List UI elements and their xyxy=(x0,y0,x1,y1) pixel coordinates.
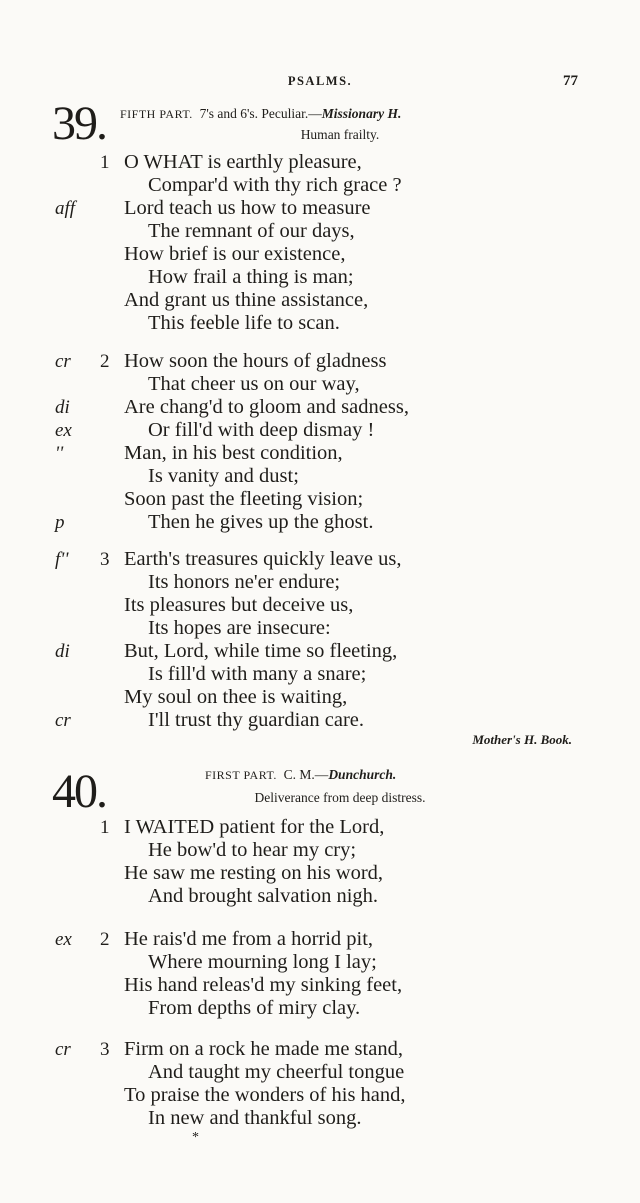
verse-line: Or fill'd with deep dismay ! xyxy=(148,419,375,441)
tune-name: Dunchurch. xyxy=(328,767,397,782)
hymn-meta xyxy=(120,106,401,122)
verse-line: Its pleasures but deceive us, xyxy=(124,594,354,616)
stanza-number: 2 xyxy=(100,351,110,372)
verse-line: Earth's treasures quickly leave us, xyxy=(124,548,402,570)
stanza-number: 3 xyxy=(100,549,110,570)
expression-mark: aff xyxy=(55,198,76,219)
expression-mark: cr xyxy=(55,351,71,372)
hymn-subject: Human frailty. xyxy=(300,127,380,142)
verse-line: Its honors ne'er endure; xyxy=(148,571,341,593)
meter-label: C. M.— xyxy=(283,767,329,782)
expression-mark: ex xyxy=(55,420,72,441)
verse-line: He rais'd me from a horrid pit, xyxy=(124,928,374,950)
verse-line: How soon the hours of gladness xyxy=(124,350,387,372)
verse-line: He bow'd to hear my cry; xyxy=(148,839,357,861)
expression-mark: cr xyxy=(55,1039,71,1060)
verse-line: How brief is our existence, xyxy=(124,243,346,265)
stanza-number: 1 xyxy=(100,152,110,173)
verse-line: How frail a thing is man; xyxy=(148,266,354,288)
expression-mark: ex xyxy=(55,929,72,950)
verse-line: And taught my cheerful tongue xyxy=(148,1061,405,1083)
stanza-number: 1 xyxy=(100,817,110,838)
verse-line: From depths of miry clay. xyxy=(148,997,361,1019)
running-header: PSALMS. xyxy=(287,74,353,88)
hymn-subject: Deliverance from deep distress. xyxy=(254,790,426,805)
verse-line: Are chang'd to gloom and sadness, xyxy=(124,396,409,418)
verse-line: His hand releas'd my sinking feet, xyxy=(124,974,403,996)
verse-line: That cheer us on our way, xyxy=(148,373,360,395)
verse-line: And grant us thine assistance, xyxy=(124,289,369,311)
verse-line: Compar'd with thy rich grace ? xyxy=(148,174,402,196)
expression-mark: di xyxy=(55,641,70,662)
verse-line: He saw me resting on his word, xyxy=(124,862,384,884)
signature-mark: * xyxy=(192,1130,199,1145)
expression-mark: di xyxy=(55,397,70,418)
verse-line: Then he gives up the ghost. xyxy=(148,511,374,533)
expression-mark: '' xyxy=(55,443,64,464)
verse-line: I WAITED patient for the Lord, xyxy=(124,816,385,838)
verse-line: But, Lord, while time so fleeting, xyxy=(124,640,398,662)
expression-mark: cr xyxy=(55,710,71,731)
part-label: FIFTH PART. xyxy=(120,107,193,121)
stanza-number: 2 xyxy=(100,929,110,950)
verse-line: Firm on a rock he made me stand, xyxy=(124,1038,403,1060)
verse-line: This feeble life to scan. xyxy=(148,312,340,334)
verse-line: Is fill'd with many a snare; xyxy=(148,663,367,685)
hymn-number: 39. xyxy=(52,97,106,150)
verse-line: My soul on thee is waiting, xyxy=(124,686,348,708)
meter-label: 7's and 6's. Peculiar.— xyxy=(199,106,322,121)
hymn-meta xyxy=(205,767,396,783)
verse-line: Its hopes are insecure: xyxy=(148,617,331,639)
expression-mark: f'' xyxy=(55,549,69,570)
stanza-number: 3 xyxy=(100,1039,110,1060)
verse-line: And brought salvation nigh. xyxy=(148,885,379,907)
expression-mark: p xyxy=(55,512,65,533)
tune-name: Missionary H. xyxy=(321,106,402,121)
verse-line: To praise the wonders of his hand, xyxy=(124,1084,406,1106)
verse-line: O WHAT is earthly pleasure, xyxy=(124,151,362,173)
part-label: FIRST PART. xyxy=(205,768,277,782)
verse-line: Soon past the fleeting vision; xyxy=(124,488,364,510)
verse-line: I'll trust thy guardian care. xyxy=(148,709,365,731)
verse-line: In new and thankful song. xyxy=(148,1107,362,1129)
verse-line: Lord teach us how to measure xyxy=(124,197,371,219)
page-number: 77 xyxy=(563,73,578,89)
hymn-credit: Mother's H. Book. xyxy=(472,732,572,747)
verse-line: Where mourning long I lay; xyxy=(148,951,377,973)
hymn-number: 40. xyxy=(52,765,106,818)
verse-line: Is vanity and dust; xyxy=(148,465,299,487)
verse-line: Man, in his best condition, xyxy=(124,442,343,464)
verse-line: The remnant of our days, xyxy=(148,220,355,242)
